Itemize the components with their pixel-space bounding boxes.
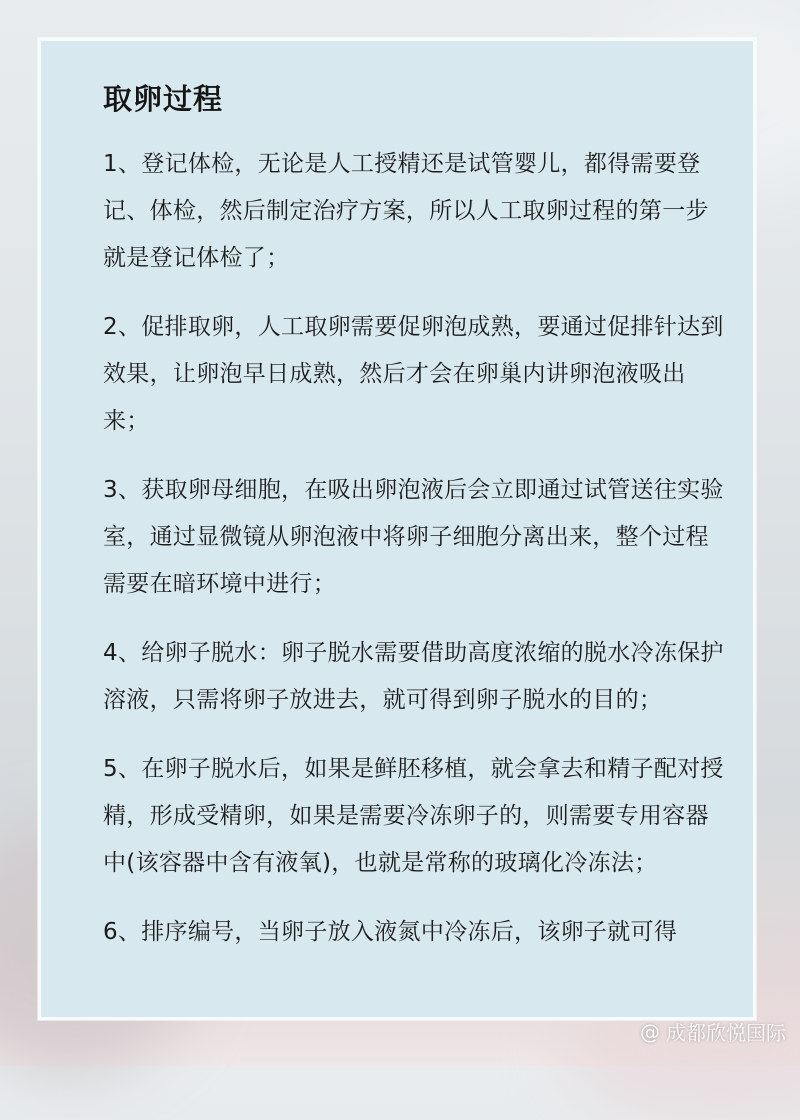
step-item-5: 5、在卵子脱水后，如果是鲜胚移植，就会拿去和精子配对授精，形成受精卵，如果是需要冷冻卵子的，则需要专用容器中(该容器中含有液氧)，也就是常称的玻璃化冷冻法； bbox=[103, 756, 724, 876]
watermark bbox=[640, 1017, 786, 1046]
step-item-1: 1、登记体检，无论是人工授精还是试管婴儿，都得需要登记、体检，然后制定治疗方案，所以人工取卵过程的第一步就是登记体检了； bbox=[103, 151, 709, 271]
content-card bbox=[38, 38, 756, 1020]
step-item-4: 4、给卵子脱水：卵子脱水需要借助高度浓缩的脱水冷冻保护溶液，只需将卵子放进去，就可得到卵子脱水的目的； bbox=[103, 640, 724, 713]
at-icon: @ bbox=[640, 1019, 660, 1044]
step-item-2: 2、促排取卵，人工取卵需要促卵泡成熟，要通过促排针达到效果，让卵泡早日成熟，然后才会在卵巢内讲卵泡液吸出来； bbox=[103, 314, 724, 434]
watermark-text: 成都欣悦国际 bbox=[666, 1021, 786, 1045]
page-title: 取卵过程 bbox=[103, 82, 224, 116]
step-item-6: 6、排序编号，当卵子放入液氮中冷冻后，该卵子就可得 bbox=[103, 919, 678, 945]
step-list bbox=[103, 141, 727, 978]
step-item-3: 3、获取卵母细胞，在吸出卵泡液后会立即通过试管送往实验室，通过显微镜从卵泡液中将卵子细胞分离出来，整个过程需要在暗环境中进行； bbox=[103, 477, 724, 597]
